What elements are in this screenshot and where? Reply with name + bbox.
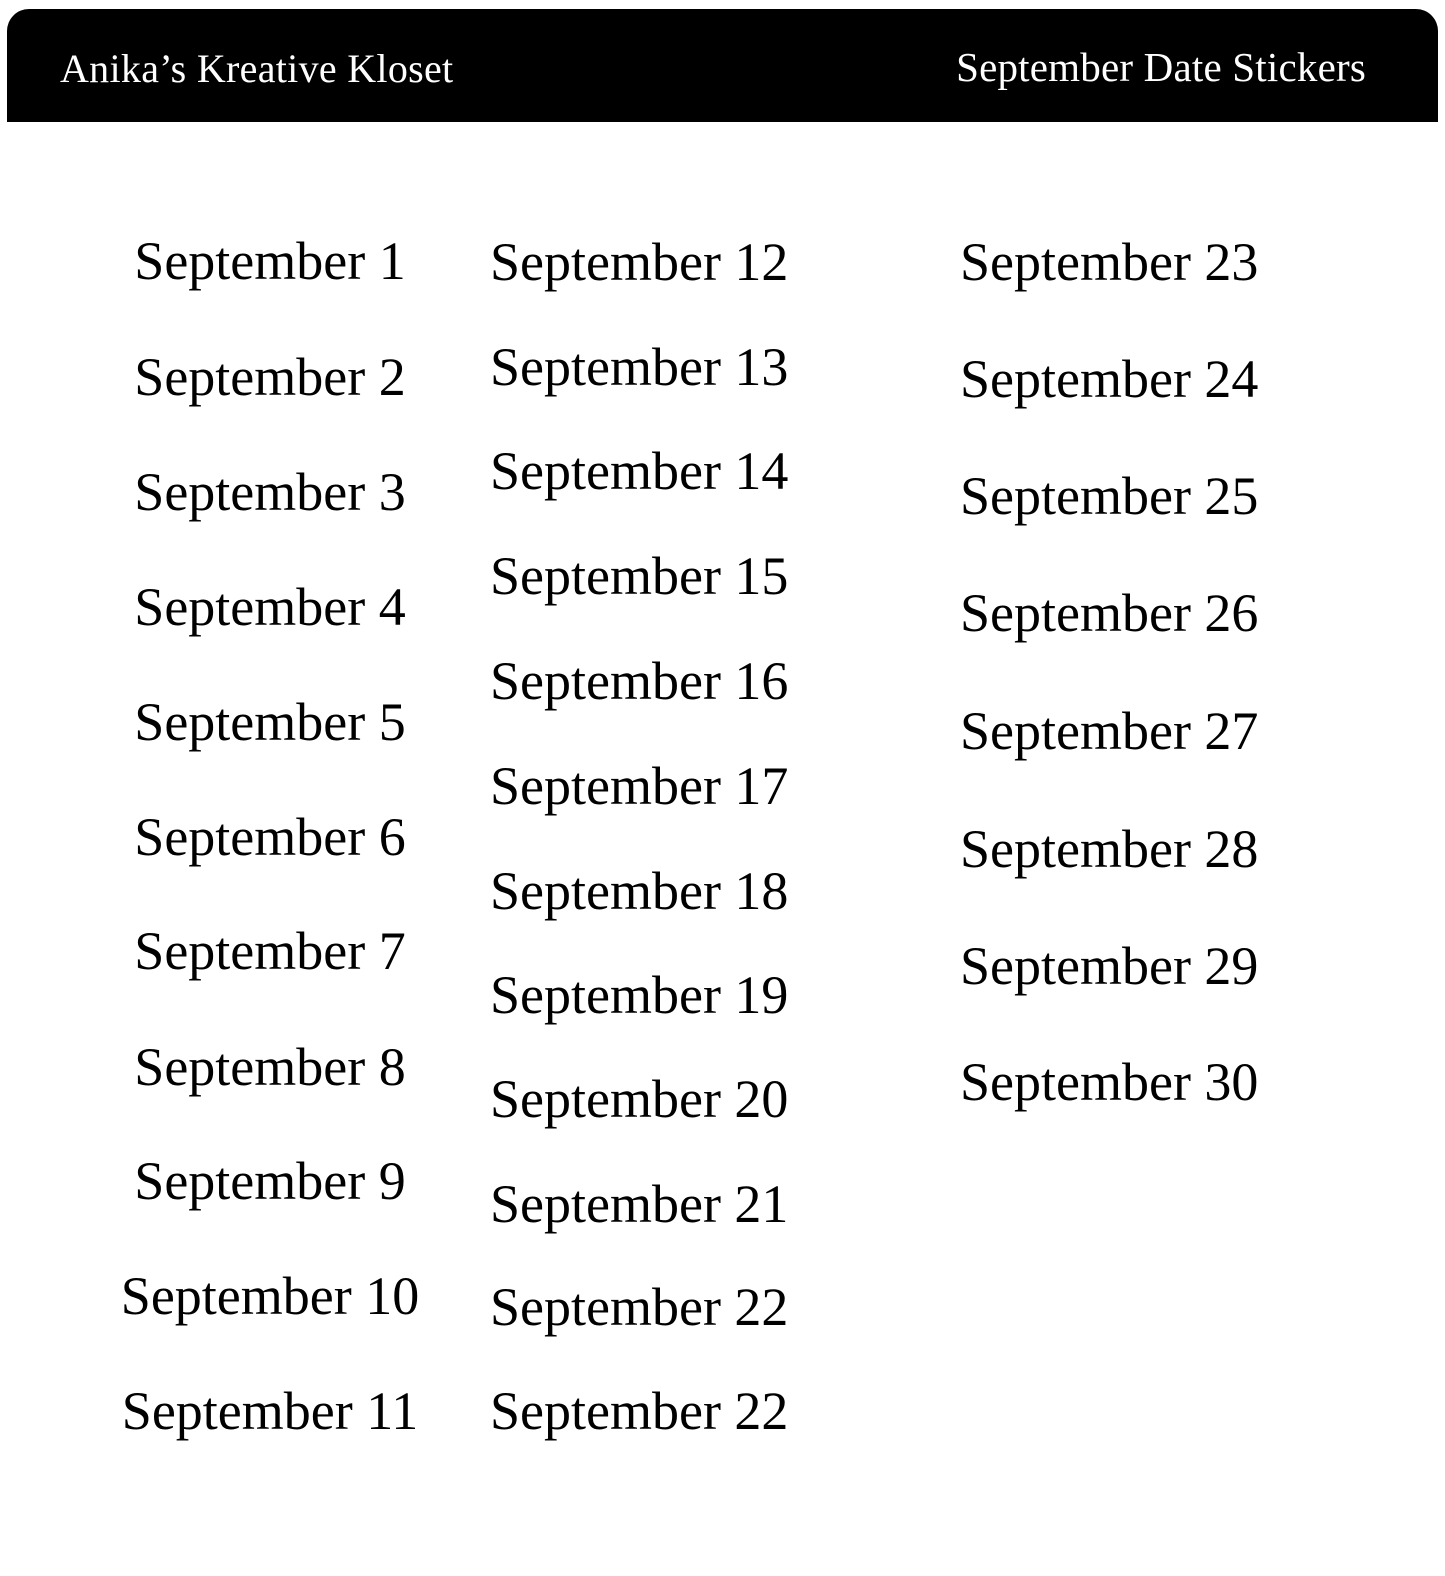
header-bar [7,9,1438,122]
date-sticker: September 15 [490,546,789,606]
sticker-column-3 [960,122,1400,1576]
date-sticker: September 28 [960,819,1259,879]
date-sticker: September 30 [960,1052,1259,1112]
date-sticker: September 11 [121,1381,419,1441]
date-sticker: September 23 [960,232,1259,292]
date-sticker: September 5 [134,692,406,752]
date-sticker: September 19 [490,965,789,1025]
date-sticker: September 7 [134,921,406,981]
date-sticker: September 24 [960,349,1259,409]
date-sticker: September 12 [490,232,789,292]
date-sticker: September 25 [960,466,1259,526]
header-inner [7,9,1438,122]
date-sticker: September 27 [960,701,1259,761]
date-sticker: September 1 [134,231,406,291]
page-title: September Date Stickers [956,44,1366,90]
sticker-column-2 [490,122,910,1576]
date-sticker: September 2 [134,347,406,407]
date-sticker: September 10 [120,1266,420,1326]
date-sticker: September 20 [490,1069,789,1129]
date-sticker: September 16 [490,651,789,711]
date-sticker: September 14 [490,441,789,501]
date-sticker: September 17 [490,756,789,816]
date-sticker: September 29 [960,936,1259,996]
date-sticker: September 9 [134,1151,406,1211]
date-sticker: September 3 [134,462,406,522]
date-sticker: September 6 [134,807,406,867]
sticker-column-1 [60,122,480,1576]
date-sticker: September 21 [490,1174,789,1234]
date-sticker: September 4 [134,577,406,637]
date-sticker: September 8 [134,1037,406,1097]
date-sticker: September 26 [960,583,1259,643]
brand-title: Anika’s Kreative Kloset [60,46,454,91]
date-sticker: September 13 [490,337,789,397]
date-sticker: September 22 [490,1381,789,1441]
stickers-area [0,122,1445,1576]
date-sticker: September 22 [490,1277,789,1337]
date-sticker: September 18 [490,861,789,921]
